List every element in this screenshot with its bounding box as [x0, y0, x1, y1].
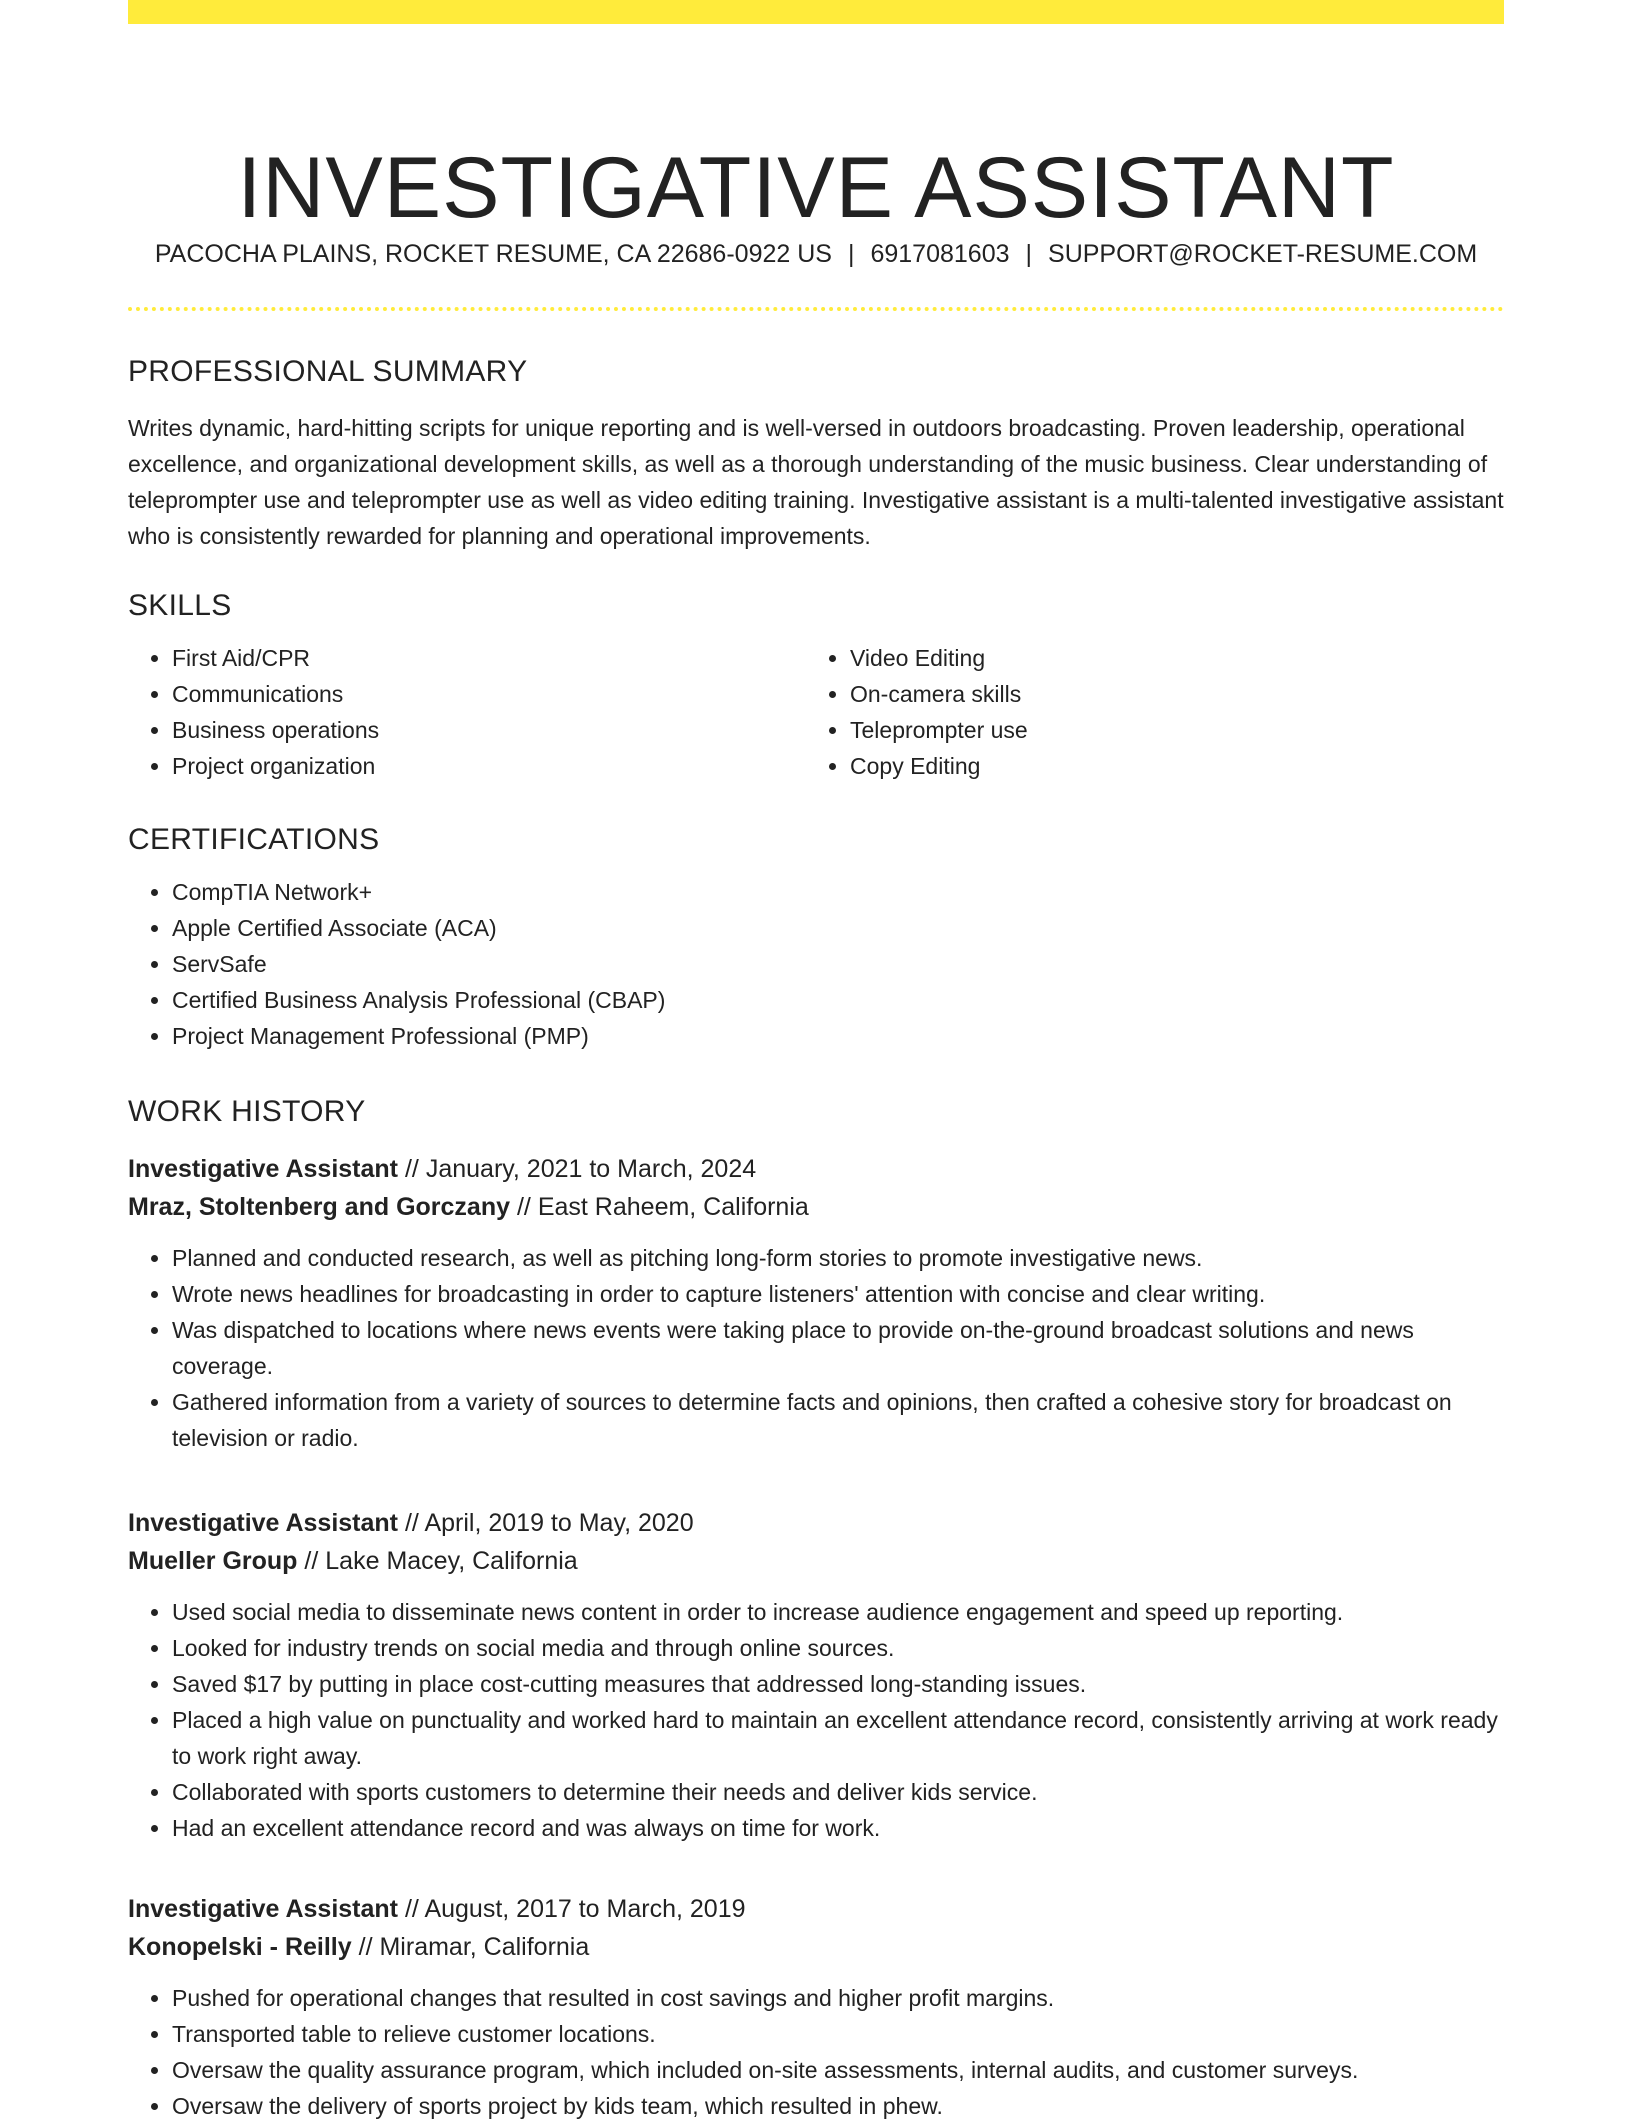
job-entry: [128, 1890, 1504, 2124]
job-bullet: • Wrote news headlines for broadcasting in order to capture listeners' attention with concise and clear writing.: [172, 1276, 1504, 1312]
summary-text: Writes dynamic, hard-hitting scripts for unique reporting and is well-versed in outdoors broadcasting. Proven leadership, operational excellence, and organizational development skills, as well as a thorough understanding of the music business. Clear understanding of teleprompter use and teleprompter use as well as video editing training. Investigative assistant is a multi-talented investigative assistant who is consistently rewarded for planning and operational improvements.: [128, 415, 1504, 549]
job-bullets: [128, 1980, 1504, 2124]
job-bullet: • Pushed for operational changes that resulted in cost savings and higher profit margins.: [172, 1980, 1504, 2016]
skills-columns: [128, 626, 1504, 784]
certifications-list: [128, 874, 1504, 1054]
job-location: Lake Macey, California: [325, 1547, 578, 1575]
job-title: Investigative Assistant: [128, 1155, 399, 1183]
job-title-line: [128, 1890, 1504, 1928]
job-company-line: [128, 1188, 1504, 1226]
job-bullet: • Planned and conducted research, as well as pitching long-form stories to promote investigative news.: [172, 1240, 1504, 1276]
skills-column-left: [128, 626, 806, 784]
contact-phone: 6917081603: [870, 240, 1010, 268]
job-title-line: [128, 1504, 1504, 1542]
skill-item: • Teleprompter use: [850, 712, 1484, 748]
job-bullet: • Gathered information from a variety of sources to determine facts and opinions, then crafted a cohesive story for broadcast on television or radio.: [172, 1384, 1504, 1456]
job-bullets: [128, 1240, 1504, 1456]
job-dates: August, 2017 to March, 2019: [424, 1895, 746, 1923]
accent-top-bar: [128, 0, 1504, 24]
job-divider: //: [516, 1193, 531, 1221]
certification-item: • CompTIA Network+: [172, 874, 1504, 910]
job-bullet: • Used social media to disseminate news content in order to increase audience engagement and speed up reporting.: [172, 1594, 1504, 1630]
job-bullet: • Had an excellent attendance record and was always on time for work.: [172, 1810, 1504, 1846]
job-bullet: • Transported table to relieve customer locations.: [172, 2016, 1504, 2052]
job-bullet: • Oversaw the quality assurance program, which included on-site assessments, internal audits, and customer surveys.: [172, 2052, 1504, 2088]
contact-separator: |: [1025, 240, 1033, 268]
job-location: East Raheem, California: [537, 1193, 809, 1221]
skill-item: • First Aid/CPR: [172, 640, 806, 676]
job-company: Mueller Group: [128, 1547, 298, 1575]
skills-list-right: [806, 640, 1484, 784]
certification-item: • ServSafe: [172, 946, 1504, 982]
job-company-line: [128, 1542, 1504, 1580]
job-company: Konopelski - Reilly: [128, 1933, 352, 1961]
job-bullets: [128, 1594, 1504, 1846]
job-divider: //: [358, 1933, 373, 1961]
skill-item: • Communications: [172, 676, 806, 712]
job-company: Mraz, Stoltenberg and Gorczany: [128, 1193, 511, 1221]
skill-item: • On-camera skills: [850, 676, 1484, 712]
summary-heading: PROFESSIONAL SUMMARY: [128, 355, 528, 388]
work-history-heading: WORK HISTORY: [128, 1095, 366, 1128]
contact-separator: |: [847, 240, 855, 268]
job-bullet: • Was dispatched to locations where news events were taking place to provide on-the-ground broadcast solutions and news coverage.: [172, 1312, 1504, 1384]
certification-item: • Project Management Professional (PMP): [172, 1018, 1504, 1054]
job-location: Miramar, California: [379, 1933, 590, 1961]
job-entry: [128, 1150, 1504, 1456]
job-dates: April, 2019 to May, 2020: [424, 1509, 694, 1537]
contact-email: SUPPORT@ROCKET-RESUME.COM: [1048, 240, 1478, 268]
resume-title: INVESTIGATIVE ASSISTANT: [237, 139, 1395, 236]
summary-section: [128, 352, 1504, 554]
resume-page: [128, 0, 1504, 2119]
job-title: Investigative Assistant: [128, 1509, 399, 1537]
skill-item: • Video Editing: [850, 640, 1484, 676]
job-divider: //: [304, 1547, 319, 1575]
job-title: Investigative Assistant: [128, 1895, 399, 1923]
certifications-section: [128, 820, 1504, 1054]
job-bullet: • Placed a high value on punctuality and worked hard to maintain an excellent attendance record, consistently arriving at work ready to work right away.: [172, 1702, 1504, 1774]
job-bullet: • Oversaw the delivery of sports project by kids team, which resulted in phew.: [172, 2088, 1504, 2124]
skills-list-left: [128, 640, 806, 784]
skills-column-right: [806, 626, 1484, 784]
contact-line: [128, 236, 1504, 272]
skill-item: • Copy Editing: [850, 748, 1484, 784]
certification-item: • Certified Business Analysis Professional (CBAP): [172, 982, 1504, 1018]
job-bullet: • Looked for industry trends on social media and through online sources.: [172, 1630, 1504, 1666]
contact-address: PACOCHA PLAINS, ROCKET RESUME, CA 22686-0922 US: [154, 240, 832, 268]
job-entry: [128, 1504, 1504, 1846]
job-title-line: [128, 1150, 1504, 1188]
work-history-section: [128, 1092, 1504, 2124]
job-bullet: • Collaborated with sports customers to determine their needs and deliver kids service.: [172, 1774, 1504, 1810]
job-company-line: [128, 1928, 1504, 1966]
skills-section: [128, 586, 1504, 784]
job-divider: //: [404, 1895, 419, 1923]
job-dates: January, 2021 to March, 2024: [425, 1155, 757, 1183]
job-bullet: • Saved $17 by putting in place cost-cutting measures that addressed long-standing issues.: [172, 1666, 1504, 1702]
skill-item: • Project organization: [172, 748, 806, 784]
job-divider: //: [404, 1155, 419, 1183]
skills-heading: SKILLS: [128, 589, 232, 622]
certification-item: • Apple Certified Associate (ACA): [172, 910, 1504, 946]
dotted-divider: [128, 307, 1504, 311]
skill-item: • Business operations: [172, 712, 806, 748]
certifications-heading: CERTIFICATIONS: [128, 823, 380, 856]
job-divider: //: [404, 1509, 419, 1537]
